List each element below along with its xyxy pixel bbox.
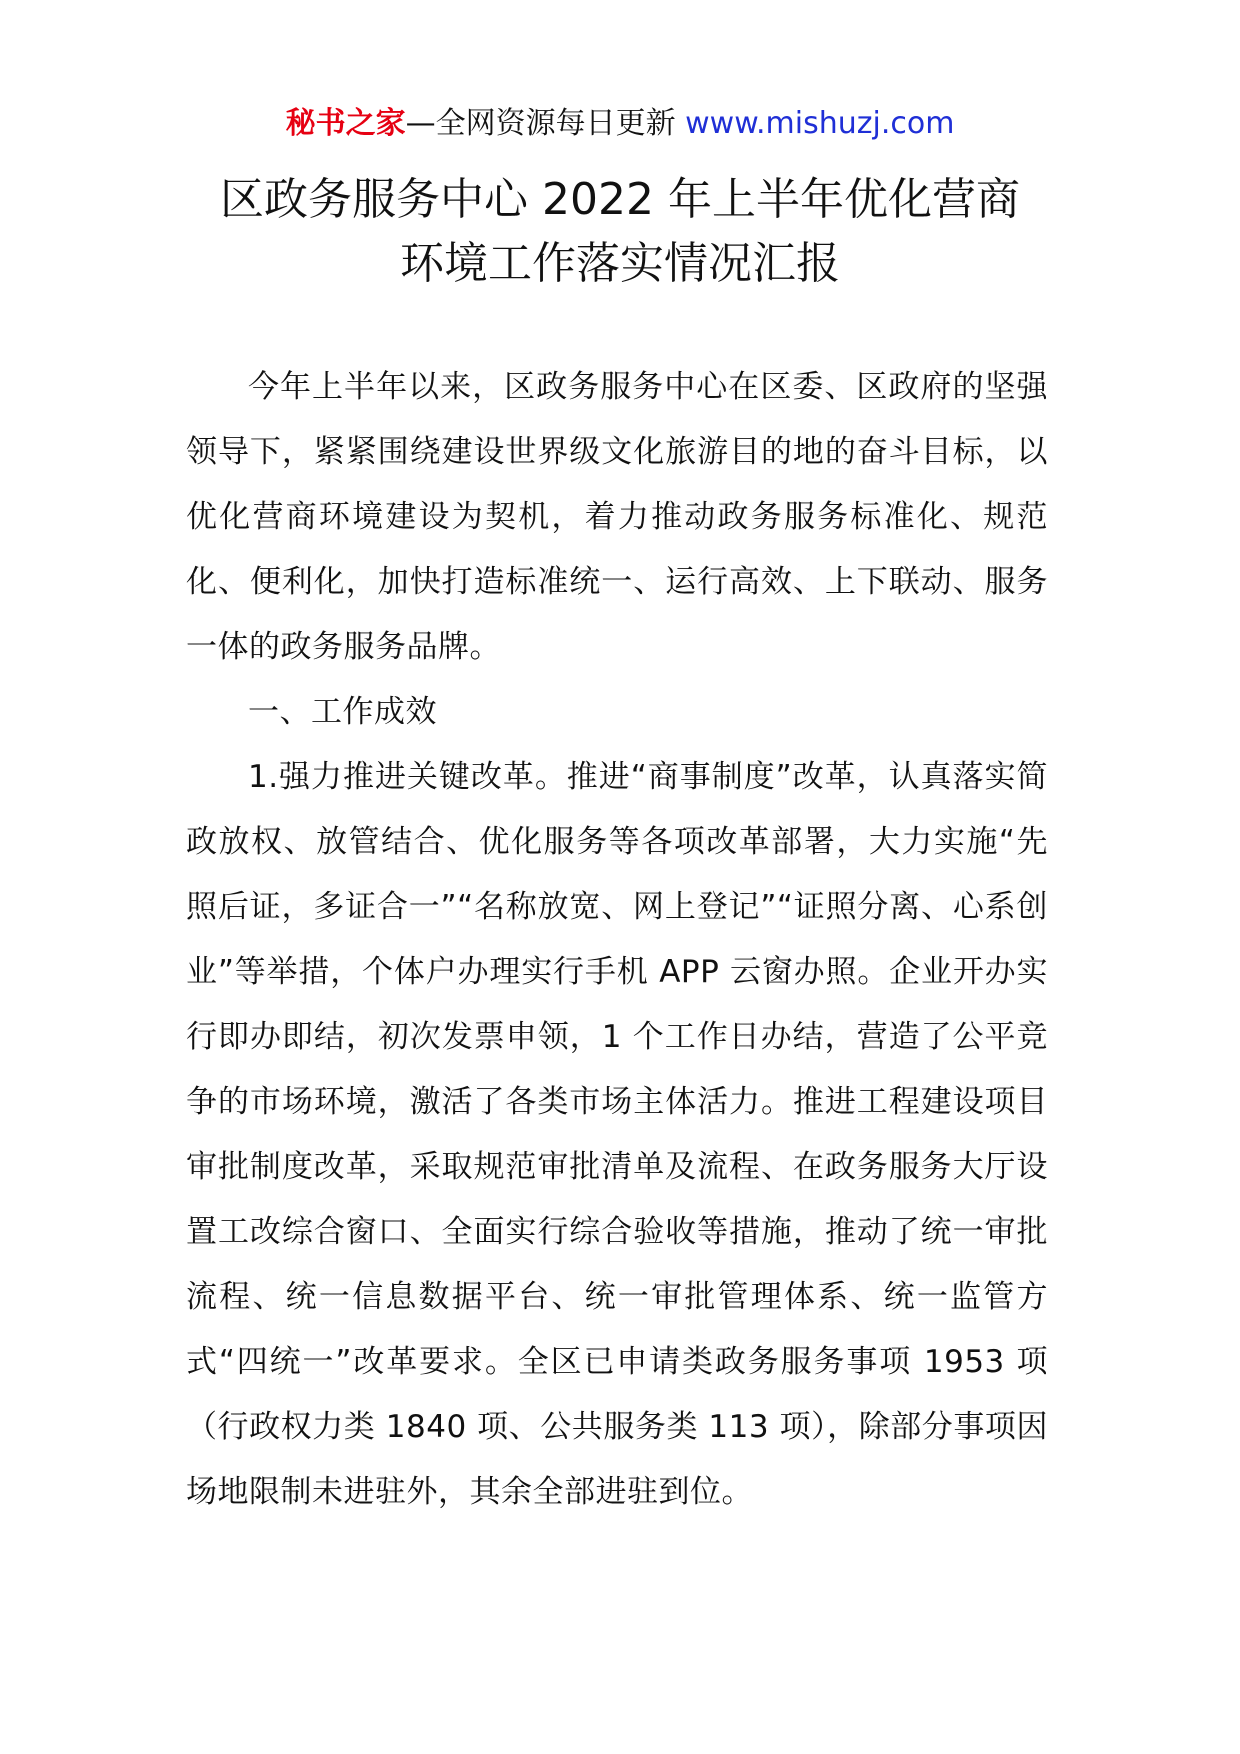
- document-body: [186, 355, 1048, 1525]
- title-line-1: 区政务服务中心 2022 年上半年优化营商: [220, 174, 1020, 225]
- intro-paragraph: 今年上半年以来，区政务服务中心在区委、区政府的坚强领导下，紧紧围绕建设世界级文化旅游目的地的奋斗目标，以优化营商环境建设为契机，着力推动政务服务标准化、规范化、便利化，加快打造标准统一、运行高效、上下联动、服务一体的政务服务品牌。: [186, 369, 1048, 665]
- banner-tagline: —全网资源每日更新: [405, 106, 676, 141]
- body-paragraph: 1.强力推进关键改革。推进“商事制度”改革，认真落实简政放权、放管结合、优化服务等各项改革部署，大力实施“先照后证，多证合一”“名称放宽、网上登记”“证照分离、心系创业”等举措，个体户办理实行手机 APP 云窗办照。企业开办实行即办即结，初次发票申领，1 个工作日办结，营造了公平竞争的市场环境，激活了各类市场主体活力。推进工程建设项目审批制度改革，采取规范审批清单及流程、在政务服务大厅设置工改综合窗口、全面实行综合验收等措施，推动了统一审批流程、统一信息数据平台、统一审批管理体系、统一监管方式“四统一”改革要求。全区已申请类政务服务事项 1953 项（行政权力类 1840 项、公共服务类 113 项），除部分事项因场地限制未进驻外，其余全部进驻到位。: [186, 759, 1048, 1510]
- site-url-link[interactable]: www.mishuzj.com: [685, 106, 955, 141]
- brand-name: 秘书之家: [285, 106, 406, 141]
- document-title: [0, 168, 1240, 296]
- title-line-2: 环境工作落实情况汇报: [400, 238, 840, 289]
- section-heading: 一、工作成效: [248, 694, 437, 730]
- site-banner: [0, 104, 1240, 144]
